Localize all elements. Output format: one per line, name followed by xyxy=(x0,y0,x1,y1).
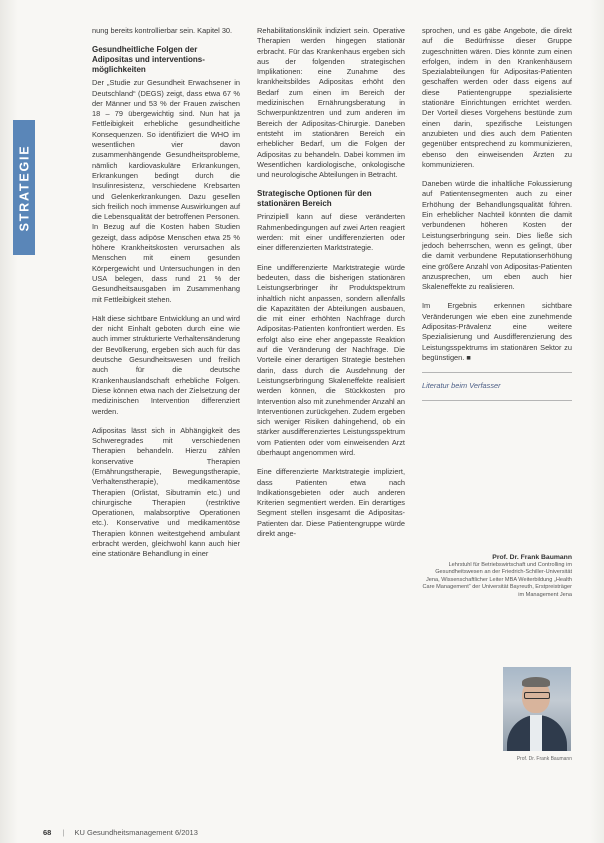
page-number: 68 xyxy=(43,828,52,837)
paragraph: Eine differenzierte Marktstrategie impliziert, dass Patienten etwa nach Indikationsgebieten oder auch anderen Kriterien segmentiert werden. Ein derartiges Segment stellen insgesamt die Adipositas-Patienten dar. Diese Patientengruppe würde direkt ange- xyxy=(257,467,405,539)
footer-separator: | xyxy=(62,828,65,837)
paragraph: nung bereits kontrollierbar sein. Kapitel 30. xyxy=(92,26,233,35)
author-photo xyxy=(503,667,571,751)
author-name: Prof. Dr. Frank Baumann xyxy=(492,554,572,561)
divider xyxy=(422,400,572,401)
paragraph: Der „Studie zur Gesundheit Erwachsener in Deutschland“ (DEGS) zeigt, dass etwa 67 % der Männer und 53 % der Frauen zwischen 18 – 79 übergewichtig sind. Nun hat ja Fettleibigkeit erhebliche gesundheitliche Konsequenzen. So identifiziert die WHO im wesentlichen vier davon zusammenhängende Gesundheitsprobleme, nämlich kardiovaskuläre Erkrankungen, Erkrankungen bedingt durch die Insulinresistenz, verschiedene Krebsarten und Gelenkerkrankungen. Dazu gesellen sich freilich noch immense Auswirkungen auf die Lebensqualität der betroffenen Personen. In Bezug auf die Kosten haben Studien gezeigt, dass adipöse Menschen etwa 25 % höhere Krankheitskosten verursachen als Menschen mit einem gesunden Körpergewicht und Untersuchungen in den USA belegen, dass rund 21 % der Gesundheitsausgaben im Zusammenhang mit Fettleibigkeit stehen. xyxy=(92,78,240,304)
page-footer xyxy=(43,828,198,837)
paragraph: Daneben würde die inhaltliche Fokussierung auf Patientensegmenten auch zu einer Erhöhung der Behandlungsqualität führen. Ein erheblicher Nachteil könnten die damit verbundenen höheren Kosten der Leistungserbringung sein. Dies ließe sich jedoch beherrschen, wenn es gelingt, über die damit verbundene Reputationserhöhung eine größere Anzahl von Adipositas-Patienten anzusprechen, um eben auch hier Skaleneffekte zu realisieren. xyxy=(422,179,572,292)
paragraph: Adipositas lässt sich in Abhängigkeit des Schweregrades mit verschiedenen Therapien behandeln. Hierzu zählen konservative Therapien (Ernährungstherapie, Bewegungstherapie, Verhaltenstherapie), medikamentöse Therapien (Orlistat, Sibutramin etc.) und chirurgische Therapien (restriktive Operationen, malabsorptive Operationen etc.). Konservative und medikamentöse Therapien können weitestgehend ambulant erbracht werden, gleichwohl kann auch hier eine stationäre Behandlung in einer xyxy=(92,425,240,559)
author-bio xyxy=(422,553,572,599)
paragraph: Prinzipiell kann auf diese veränderten Rahmenbedingungen auf zwei Arten reagiert werden: mit einer undifferenzierten oder einer differenzierten Marktstrategie. xyxy=(257,212,405,253)
paragraph: Eine undifferenzierte Marktstrategie würde bedeuten, dass die bisherigen stationären Leistungserbringer ihr Produktspektrum inhaltlich nicht anpassen, sondern allenfalls die Kapazitäten der Abteilungen ausbauen, die mit einer erhöhten Nachfrage durch Adipositas-Patienten konfrontiert werden. Es erfolgt also eine eher angepasste Reaktion auf die Veränderung der Nachfrage. Die Vorteile einer derartigen Strategie bestehen darin, dass durch die Ausdehnung der Leistungserbringung Skaleneffekte realisiert werden können, die Stückkosten pro Intervention also mit zunehmender Anzahl an Interventionen zurückgehen. Zudem ergeben sich weniger Risiken dahingehend, ob ein stärker ausdifferenziertes Leistungsspektrum vom Patienten oder vom einweisenden Arzt überhaupt angenommen wird. xyxy=(257,262,405,457)
divider xyxy=(422,372,572,373)
column-3 xyxy=(422,26,572,409)
heading: Gesundheitliche Folgen der Adipositas und interventions-möglichkeiten xyxy=(92,45,205,75)
paragraph: sprochen, und es gäbe Angebote, die direkt auf die Bedürfnisse dieser Gruppe zugeschnitten wären. Dies könnte zum einen erfolgen, indem in den Krankenhäusern Spezialabteilungen für Adipositas-Patienten geschaffen werden oder dass eigens auf diese Patientengruppe spezialisierte stationäre Einrichtungen errichtet werden. Der Vorteil dieses Vorgehens bestünde zum einen darin, spezifische Leistungen anzubieten und dies auch dem Patienten gegenüber entsprechend zu kommunizieren, ebenso den einweisenden Ärzten zu kommunizieren. xyxy=(422,26,572,169)
column-1 xyxy=(92,26,240,569)
publication-name: KU Gesundheitsmanagement 6/2013 xyxy=(74,828,198,837)
column-2 xyxy=(257,26,405,548)
literature-credit: Literatur beim Verfasser xyxy=(422,381,501,391)
heading: Strategische Optionen für den stationären Bereich xyxy=(257,189,372,209)
author-bio-text: Lehrstuhl für Betriebswirtschaft und Controlling im Gesundheitswesen an der Friedrich-Schiller-Universität Jena, Wissenschaftlicher Leiter MBA Weiterbildung „Health Care Management“ der Universität Bayreuth, Erstpreisträger im Management Jena xyxy=(422,562,572,598)
section-tab-label: STRATEGIE xyxy=(17,144,31,231)
paragraph: Im Ergebnis erkennen sichtbare Veränderungen wie eben eine zunehmende Adipositas-Prävalenz eine weitere Spezialisierung und Ausdifferenzierung des Leistungsspektrums im stationären Sektor zu begünstigen. ■ xyxy=(422,301,572,362)
section-tab xyxy=(13,120,35,255)
photo-caption: Prof. Dr. Frank Baumann xyxy=(516,756,572,762)
paragraph: Hält diese sichtbare Entwicklung an und wird der nicht Einhalt geboten durch eine wie auch immer strukturierte Verhaltensänderung der Bevölkerung, ergeben sich auch für das deutsche Gesundheitswesen und freilich auch für die deutsche Krankenhauslandschaft erhebliche Folgen. Diese können etwa nach der Zielsetzung der medizinischen Intervention differenziert werden. xyxy=(92,313,240,416)
paragraph: Rehabilitationsklinik indiziert sein. Operative Therapien werden hingegen stationär erbracht. Für das Krankenhaus ergeben sich aus der folgenden strategischen Implikationen: eine Zunahme des krankheitsbildes Adipositas erhöht den Bedarf zum einen im Bereich der medizinischen Ernährungsberatung in Schwerpunktzentren und zum anderen im Bereich der Adipositas-Chirurgie. Daneben entsteht im stationären Bereich ein erheblicher Bedarf, um die Folgen der Adipositas zu behandeln. Dabei kommen im Wesentlichen kardiologische, onkologische und neurologische Abteilungen in Betracht. xyxy=(257,26,405,180)
